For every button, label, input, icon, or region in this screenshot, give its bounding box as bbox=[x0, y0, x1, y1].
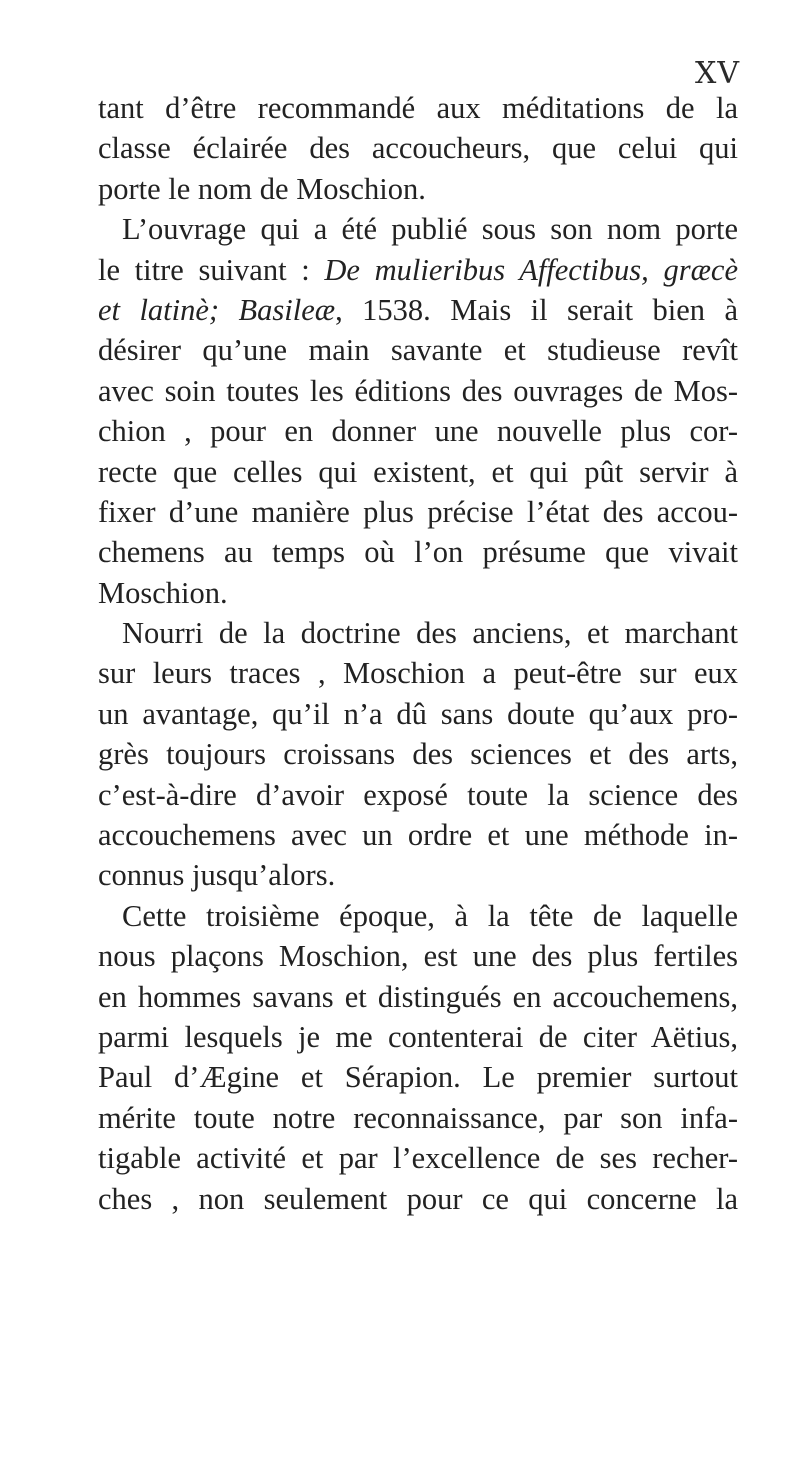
text-segment: recte que celles qui existent, et qui pût servir à bbox=[98, 454, 738, 489]
text-line bbox=[98, 411, 738, 451]
text-line bbox=[98, 209, 738, 249]
italic-text-segment: De mulieribus Affectibus, græcè bbox=[324, 252, 738, 287]
text-segment: en hommes savans et distingués en accouchemens, bbox=[98, 979, 738, 1014]
text-line bbox=[98, 330, 738, 370]
text-segment: sur leurs traces , Moschion a peut-être sur eux bbox=[98, 656, 738, 691]
text-segment: désirer qu’une main savante et studieuse revît bbox=[98, 333, 738, 368]
text-line bbox=[98, 653, 738, 693]
text-segment: parmi lesquels je me contenterai de citer Aëtius, bbox=[98, 1019, 738, 1054]
text-line bbox=[98, 977, 738, 1017]
text-line bbox=[98, 128, 738, 168]
text-segment: Nourri de la doctrine des anciens, et marchant bbox=[122, 616, 738, 651]
text-line bbox=[98, 936, 738, 976]
text-line bbox=[98, 88, 738, 128]
text-line bbox=[98, 855, 738, 895]
text-line bbox=[98, 694, 738, 734]
text-segment: avec soin toutes les éditions des ouvrages de Mos- bbox=[98, 373, 738, 408]
text-line bbox=[98, 532, 738, 572]
text-segment: connus jusqu’alors. bbox=[98, 858, 336, 893]
text-line bbox=[98, 613, 738, 653]
text-segment: classe éclairée des accoucheurs, que celui qui bbox=[98, 131, 738, 166]
text-line bbox=[98, 371, 738, 411]
text-line bbox=[98, 452, 738, 492]
text-line bbox=[98, 492, 738, 532]
text-line bbox=[98, 1057, 738, 1097]
italic-text-segment: et latinè; Basileæ bbox=[98, 292, 336, 327]
text-segment: , 1538. Mais il serait bien à bbox=[335, 292, 738, 327]
text-segment: L’ouvrage qui a été publié sous son nom porte bbox=[122, 212, 738, 247]
page-number: XV bbox=[694, 56, 740, 91]
text-line bbox=[98, 573, 738, 613]
text-segment: le titre suivant : bbox=[98, 252, 325, 287]
text-segment: grès toujours croissans des sciences et des arts, bbox=[98, 737, 738, 772]
text-line bbox=[98, 1179, 738, 1219]
text-segment: tant d’être recommandé aux méditations de la bbox=[98, 91, 738, 125]
text-line bbox=[98, 1017, 738, 1057]
text-line bbox=[98, 896, 738, 936]
text-line bbox=[98, 734, 738, 774]
text-segment: un avantage, qu’il n’a dû sans doute qu’aux pro- bbox=[98, 696, 738, 731]
text-segment: nous plaçons Moschion, est une des plus fertiles bbox=[98, 939, 738, 974]
text-line bbox=[98, 775, 738, 815]
text-segment: chion , pour en donner une nouvelle plus cor- bbox=[98, 414, 738, 449]
text-segment: porte le nom de Moschion. bbox=[98, 171, 426, 206]
text-segment: Cette troisième époque, à la tête de laquelle bbox=[122, 898, 738, 933]
text-line bbox=[98, 250, 738, 290]
text-line bbox=[98, 815, 738, 855]
text-segment: tigable activité et par l’excellence de ses recher- bbox=[98, 1141, 738, 1176]
text-segment: accouchemens avec un ordre et une méthode in- bbox=[98, 818, 738, 853]
text-segment: Moschion. bbox=[98, 575, 228, 610]
text-segment: mérite toute notre reconnaissance, par son infa- bbox=[98, 1100, 738, 1135]
text-line bbox=[98, 169, 738, 209]
text-segment: fixer d’une manière plus précise l’état des accou- bbox=[98, 494, 738, 529]
text-segment: Paul d’Ægine et Sérapion. Le premier surtout bbox=[98, 1060, 738, 1095]
text-segment: c’est-à-dire d’avoir exposé toute la science des bbox=[98, 777, 738, 812]
text-segment: ches , non seulement pour ce qui concerne la bbox=[98, 1181, 738, 1216]
text-line bbox=[98, 290, 738, 330]
text-segment: chemens au temps où l’on présume que vivait bbox=[98, 535, 738, 570]
body-text bbox=[98, 88, 738, 1219]
text-line bbox=[98, 1098, 738, 1138]
text-line bbox=[98, 1138, 738, 1178]
